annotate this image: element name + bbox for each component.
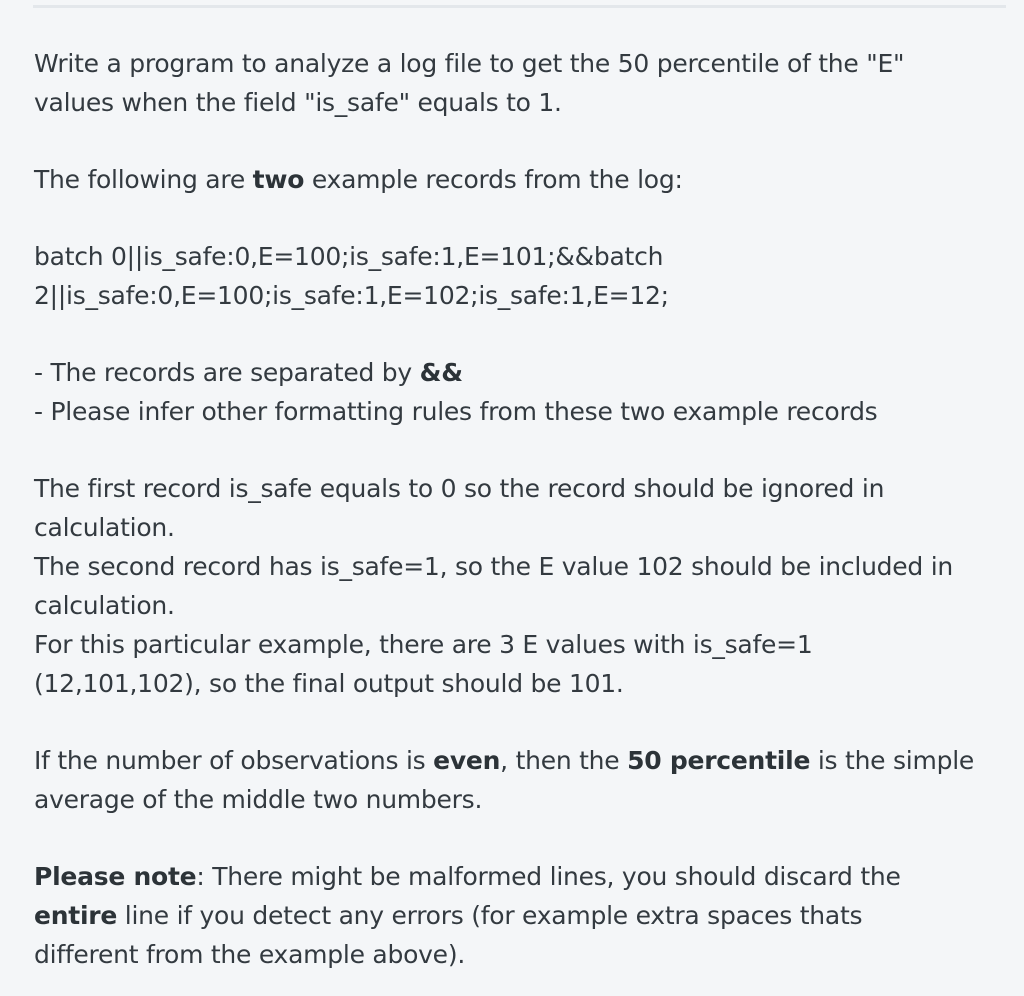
explanation-line-4: calculation.: [34, 591, 175, 620]
spacer: [34, 431, 1009, 469]
explanation-line-5: For this particular example, there are 3 E values with is_safe=1: [34, 630, 813, 659]
log-sample-line-1: batch 0||is_safe:0,E=100;is_safe:1,E=101;&&batch: [34, 242, 664, 271]
spacer: [34, 819, 1009, 857]
note-line-2-rest: line if you detect any errors (for example extra spaces thats: [117, 901, 863, 930]
spacer: [34, 199, 1009, 237]
even-rule-bold-percentile: 50 percentile: [627, 746, 811, 775]
examples-intro-bold: two: [252, 165, 305, 194]
examples-intro: [34, 160, 1009, 199]
even-rule-bold-even: even: [433, 746, 501, 775]
spacer: [34, 122, 1009, 160]
intro-line-1: Write a program to analyze a log file to get the 50 percentile of the "E": [34, 49, 905, 78]
note-after-label: : There might be malformed lines, you should discard the: [196, 862, 901, 891]
top-divider: [33, 5, 1006, 8]
explanation-line-1: The first record is_safe equals to 0 so the record should be ignored in: [34, 474, 885, 503]
even-rule-line-2: average of the middle two numbers.: [34, 785, 483, 814]
rule-separator: [34, 353, 1009, 392]
explanation-line-6: (12,101,102), so the final output should be 101.: [34, 669, 624, 698]
rule-separator-bold: &&: [419, 358, 463, 387]
explanation-line-3: The second record has is_safe=1, so the E value 102 should be included in: [34, 552, 954, 581]
even-rule-after: is the simple: [810, 746, 975, 775]
log-sample-line-2: 2||is_safe:0,E=100;is_safe:1,E=102;is_safe:1,E=12;: [34, 281, 669, 310]
examples-intro-before: The following are: [34, 165, 253, 194]
note-line-1: [34, 857, 1009, 896]
even-rule-middle: , then the: [500, 746, 628, 775]
even-rule-before: If the number of observations is: [34, 746, 434, 775]
spacer: [34, 315, 1009, 353]
spacer: [34, 703, 1009, 741]
intro-line-2: values when the field "is_safe" equals to 1.: [34, 88, 562, 117]
examples-intro-after: example records from the log:: [304, 165, 683, 194]
even-rule-line-1: [34, 741, 1009, 780]
explanation-line-2: calculation.: [34, 513, 175, 542]
rule-separator-text: - The records are separated by: [34, 358, 420, 387]
note-line-2: [34, 896, 1009, 935]
note-label: Please note: [34, 862, 197, 891]
question-body: [34, 44, 1009, 974]
note-line-3: different from the example above).: [34, 940, 466, 969]
note-bold-entire: entire: [34, 901, 118, 930]
rule-infer: - Please infer other formatting rules from these two example records: [34, 397, 878, 426]
